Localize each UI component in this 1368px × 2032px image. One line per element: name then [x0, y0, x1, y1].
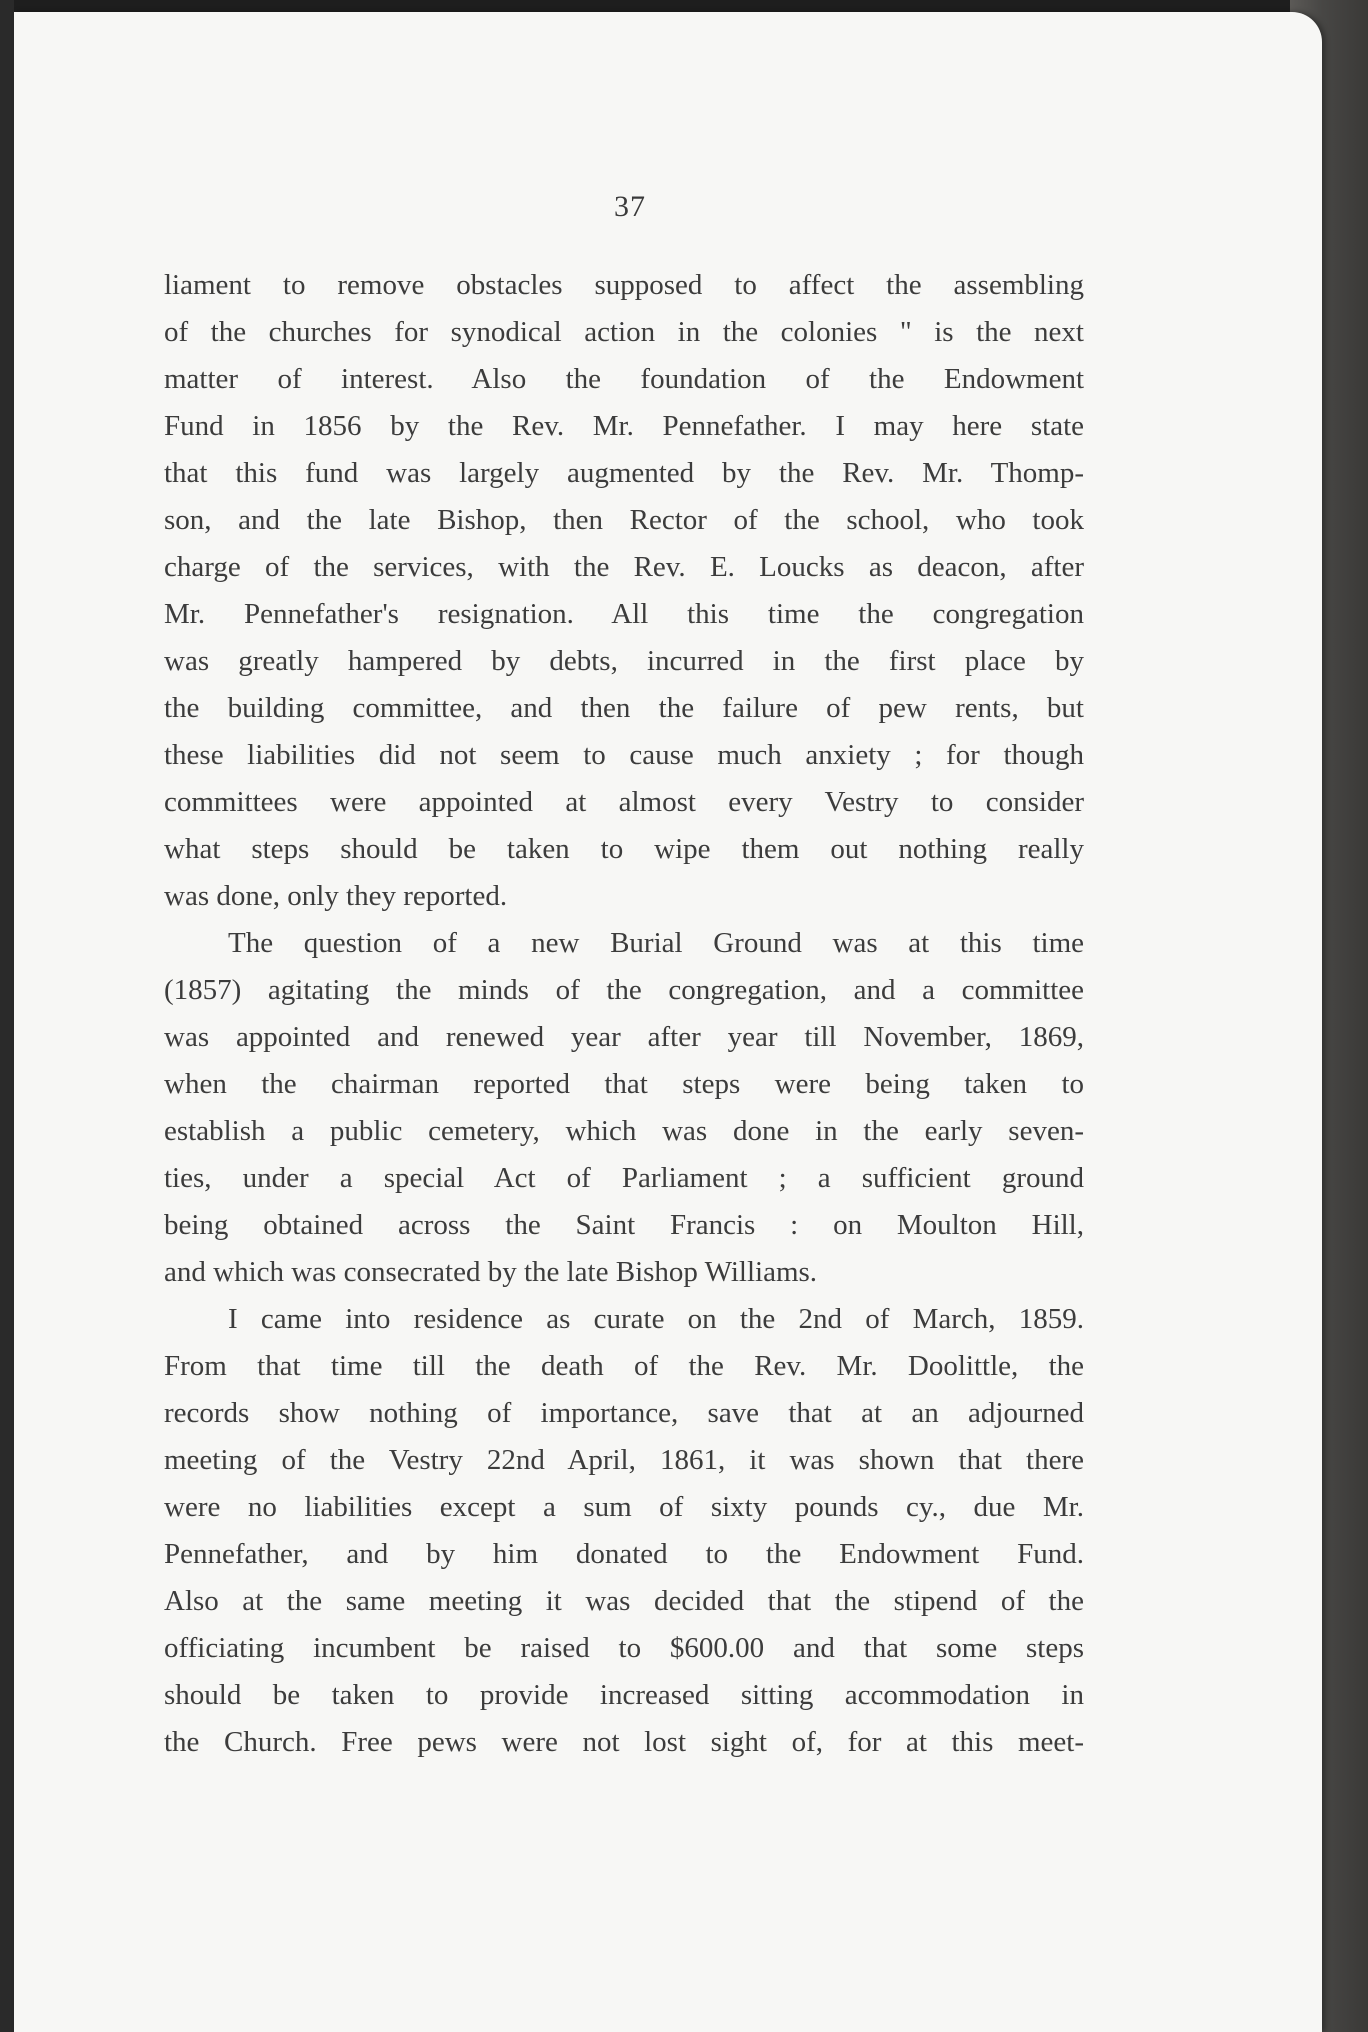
text-line: committees were appointed at almost every Vestry to consider: [164, 786, 1084, 818]
text-line: that this fund was largely augmented by the Rev. Mr. Thomp-: [164, 457, 1084, 489]
text-line: records show nothing of importance, save that at an adjourned: [164, 1397, 1084, 1429]
body-text: [164, 262, 1084, 1766]
scan-left-edge: [0, 0, 14, 2032]
text-line: I came into residence as curate on the 2nd of March, 1859.: [228, 1303, 1084, 1335]
text-line: son, and the late Bishop, then Rector of the school, who took: [164, 504, 1084, 536]
text-line: was greatly hampered by debts, incurred in the first place by: [164, 645, 1084, 677]
text-line: the Church. Free pews were not lost sight of, for at this meet-: [164, 1726, 1084, 1758]
book-page: [14, 12, 1322, 2032]
text-line: establish a public cemetery, which was done in the early seven-: [164, 1115, 1084, 1147]
text-line: officiating incumbent be raised to $600.00 and that some steps: [164, 1632, 1084, 1664]
text-line: Fund in 1856 by the Rev. Mr. Pennefather. I may here state: [164, 410, 1084, 442]
text-line: meeting of the Vestry 22nd April, 1861, it was shown that there: [164, 1444, 1084, 1476]
page-number: 37: [614, 190, 646, 223]
text-line: when the chairman reported that steps were being taken to: [164, 1068, 1084, 1100]
paragraph-2: [164, 920, 1084, 1296]
text-line: From that time till the death of the Rev. Mr. Doolittle, the: [164, 1350, 1084, 1382]
text-line: was appointed and renewed year after year till November, 1869,: [164, 1021, 1084, 1053]
text-line: was done, only they reported.: [164, 880, 508, 912]
paragraph-3: [164, 1296, 1084, 1766]
text-line: what steps should be taken to wipe them out nothing really: [164, 833, 1084, 865]
text-line: Mr. Pennefather's resignation. All this time the congregation: [164, 598, 1084, 630]
text-line: were no liabilities except a sum of sixty pounds cy., due Mr.: [164, 1491, 1084, 1523]
text-line: Pennefather, and by him donated to the Endowment Fund.: [164, 1538, 1084, 1570]
scan-top-edge: [0, 0, 1368, 12]
text-line: should be taken to provide increased sitting accommodation in: [164, 1679, 1084, 1711]
text-line: Also at the same meeting it was decided that the stipend of the: [164, 1585, 1084, 1617]
text-line: the building committee, and then the failure of pew rents, but: [164, 692, 1084, 724]
text-line: (1857) agitating the minds of the congregation, and a committee: [164, 974, 1084, 1006]
text-line: The question of a new Burial Ground was at this time: [228, 927, 1084, 959]
text-line: ties, under a special Act of Parliament ; a sufficient ground: [164, 1162, 1084, 1194]
text-line: matter of interest. Also the foundation of the Endowment: [164, 363, 1084, 395]
paragraph-1: [164, 262, 1084, 920]
text-line: liament to remove obstacles supposed to affect the assembling: [164, 269, 1084, 301]
text-line: charge of the services, with the Rev. E. Loucks as deacon, after: [164, 551, 1084, 583]
text-line: these liabilities did not seem to cause much anxiety ; for though: [164, 739, 1084, 771]
text-line: of the churches for synodical action in the colonies " is the next: [164, 316, 1084, 348]
text-line: being obtained across the Saint Francis : on Moulton Hill,: [164, 1209, 1084, 1241]
text-line: and which was consecrated by the late Bishop Williams.: [164, 1256, 818, 1288]
